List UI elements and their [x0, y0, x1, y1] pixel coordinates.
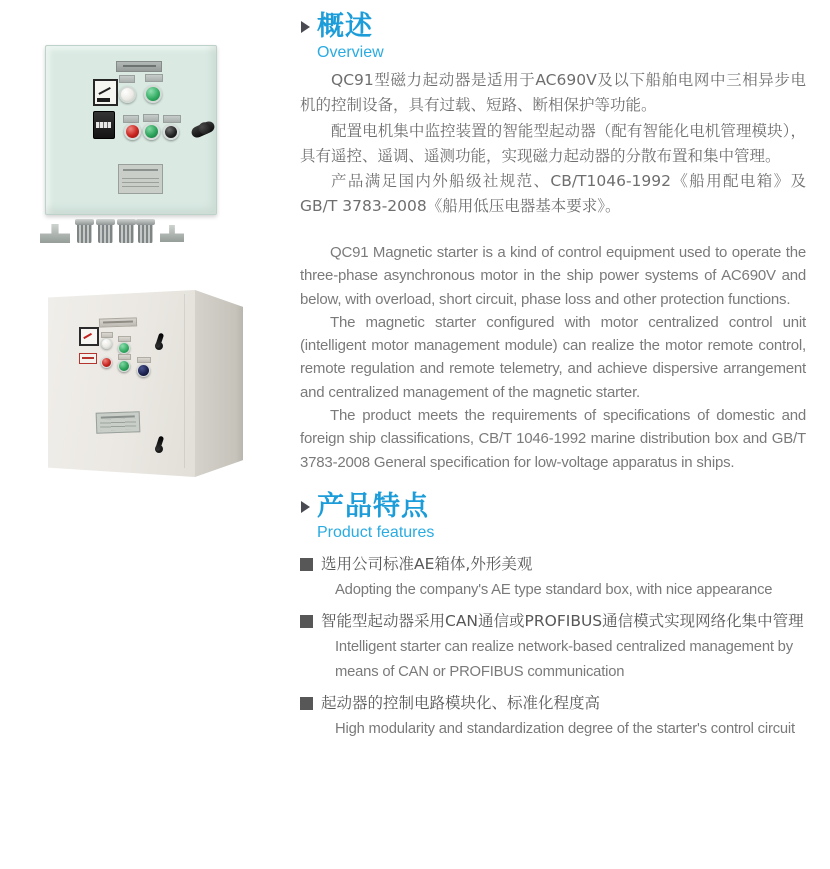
cable-gland [98, 220, 113, 243]
feature-text-en: High modularity and standardization degree of the starter's control circuit [335, 720, 795, 737]
indicator-lamp-white [119, 86, 136, 103]
button-label [137, 357, 151, 363]
feature-text-zh: 起动器的控制电路模块化、标准化程度高 [321, 693, 601, 712]
ammeter-gauge [93, 79, 118, 106]
indicator-lamp-green [144, 85, 162, 103]
panel-top-label [116, 61, 162, 72]
button-label [163, 115, 181, 123]
ammeter-gauge [79, 327, 99, 346]
square-bullet-icon [300, 615, 313, 628]
overview-header [300, 12, 810, 62]
rotary-switch-handle [190, 120, 216, 140]
feature-text-zh: 选用公司标准AE箱体,外形美观 [321, 555, 533, 573]
features-title-en: Product features [317, 524, 435, 541]
features-title-zh: 产品特点 [317, 491, 429, 522]
product-photo-starter-front-view [38, 42, 228, 252]
box-side-face [195, 290, 243, 477]
push-button-green [143, 123, 160, 140]
indicator-lamp-white [101, 338, 112, 349]
control-box-panel [45, 45, 217, 215]
panel-top-label [99, 317, 137, 327]
nameplate [96, 411, 141, 434]
section-arrow-icon [301, 21, 310, 33]
indicator-lamp-green [118, 342, 130, 354]
cable-gland [77, 220, 92, 243]
feature-title-zh [300, 690, 806, 717]
cable-gland [138, 220, 153, 243]
overview-title-zh: 概述 [317, 11, 373, 42]
feature-text-en: Intelligent starter can realize network-based centralized management by means of CAN or PROFIBUS communication [335, 638, 793, 681]
box-front-face [48, 290, 195, 477]
overview-section [300, 12, 810, 62]
feature-title-zh [300, 608, 806, 635]
feature-item [300, 690, 806, 743]
cable-gland [119, 220, 134, 243]
paragraph-zh: QC91型磁力起动器是适用于AC690V及以下船舶电网中三相异步电机的控制设备，具有过载、短路、断相保护等功能。 [300, 71, 806, 115]
features-section [300, 492, 810, 542]
push-button-green [118, 360, 130, 372]
push-button-black [163, 124, 179, 140]
square-bullet-icon [300, 697, 313, 710]
product-photo-starter-angled-view [48, 290, 248, 482]
feature-text-en: Adopting the company's AE type standard box, with nice appearance [335, 582, 773, 598]
paragraph-en: QC91 Magnetic starter is a kind of control equipment used to operate the three-phase asynchronous motor in the ship power systems of AC690V and below, with overload, short circuit, phase loss and other protection functions. [300, 244, 806, 308]
mounting-foot [40, 224, 70, 243]
feature-title-zh [300, 551, 806, 578]
circuit-breaker [93, 111, 115, 139]
button-label [143, 114, 159, 122]
paragraph-zh: 配置电机集中监控装置的智能型起动器（配有智能化电机管理模块），具有遥控、遥调、遥测功能，实现磁力起动器的分散布置和集中管理。 [300, 121, 806, 165]
feature-item [300, 608, 806, 686]
button-label [123, 115, 139, 123]
section-arrow-icon [301, 501, 310, 513]
push-button-red [101, 357, 112, 368]
push-button-navy [137, 364, 150, 377]
paragraph-en: The product meets the requirements of specifications of domestic and foreign ship classifications, CB/T 1046-1992 marine distribution box and GB/T 3783-2008 General specification for low-voltage apparatus in ships. [300, 407, 806, 471]
feature-item [300, 551, 806, 604]
features-header [300, 492, 810, 542]
overview-paragraphs-en [300, 241, 806, 474]
overview-title-en: Overview [317, 44, 384, 61]
feature-text-zh: 智能型起动器采用CAN通信或PROFIBUS通信模式实现网络化集中管理 [321, 611, 804, 630]
door-latch-handle [152, 333, 166, 355]
nameplate [118, 164, 163, 194]
push-button-red [124, 123, 141, 140]
red-warning-label [79, 353, 97, 364]
overview-paragraphs-zh [300, 68, 806, 220]
paragraph-zh: 产品满足国内外船级社规范、CB/T1046-1992《船用配电箱》及GB/T 3783-2008《船用低压电器基本要求》。 [300, 172, 806, 216]
mounting-foot [160, 225, 184, 242]
lamp-label [119, 75, 135, 83]
door-latch-handle [152, 436, 166, 458]
square-bullet-icon [300, 558, 313, 571]
paragraph-en: The magnetic starter configured with motor centralized control unit (intelligent motor management module) can realize the motor remote control, remote regulation and remote telemetry, and achieve dispersive arrangement and centralized management of the magnetic starter. [300, 313, 806, 401]
features-list [300, 551, 806, 746]
lamp-label [145, 74, 163, 82]
